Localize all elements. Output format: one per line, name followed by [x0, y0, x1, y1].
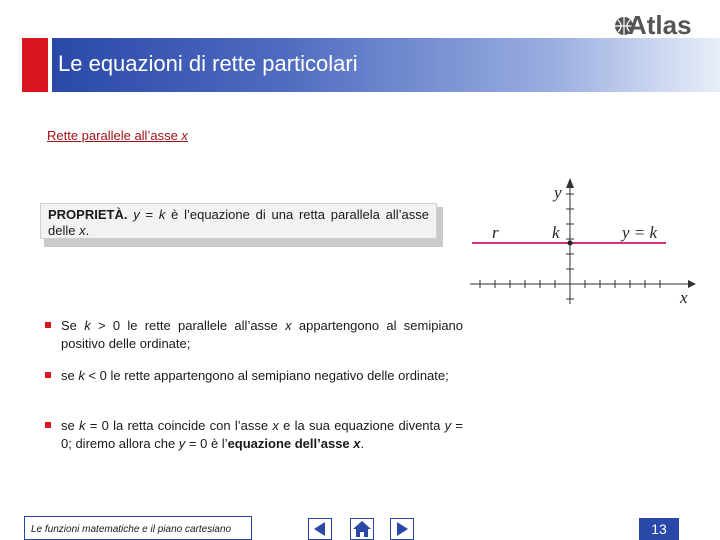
bullet-text: e la sua equazione diventa — [278, 418, 445, 433]
bullet-text: = 0 è l’ — [185, 436, 228, 451]
bullet-text: appartengono al semipiano positivo delle ordinate; — [61, 318, 464, 351]
subtitle-text: Rette parallele all’asse — [47, 128, 182, 143]
property-text: = — [139, 207, 159, 222]
property-text: è l’equazione di una retta parallela all’asse delle — [48, 207, 429, 238]
previous-slide-button[interactable] — [308, 518, 332, 540]
bullet-text: Se — [61, 318, 85, 333]
bullet-marker — [45, 372, 51, 378]
x-axis-arrow — [688, 280, 696, 288]
bullet-text: < 0 le rette appartengono al semipiano negativo delle ordinate; — [84, 368, 449, 383]
bullet-text: se — [61, 418, 79, 433]
bullet-text: . — [360, 436, 365, 451]
cartesian-graph — [466, 176, 706, 310]
y-axis-arrow — [566, 178, 574, 188]
bullet-var: k — [78, 368, 85, 383]
page-title: Le equazioni di rette particolari — [58, 51, 358, 76]
home-button[interactable] — [350, 518, 374, 540]
y-axis-label: y — [554, 183, 562, 202]
bullet-marker — [45, 422, 51, 428]
section-subtitle — [47, 128, 188, 143]
atlas-logo — [612, 4, 702, 38]
bullet-var: k — [78, 418, 86, 433]
page-number: 13 — [639, 518, 679, 540]
bullet-item — [45, 367, 463, 385]
bullet-text: = 0; diremo allora che — [61, 418, 463, 451]
property-label: PROPRIETÀ. — [48, 207, 128, 222]
property-var: y — [133, 207, 140, 222]
subtitle-var: x — [181, 128, 188, 143]
line-name-label: r — [492, 223, 499, 242]
k-label: k — [552, 223, 560, 242]
bullet-item — [45, 417, 463, 453]
bullet-text: = 0 la retta coincide con l’asse — [85, 418, 273, 433]
bullet-var: x — [272, 418, 279, 433]
property-text: . — [85, 223, 90, 238]
intercept-point — [568, 241, 573, 246]
title-red-accent — [22, 38, 48, 92]
bullet-marker — [45, 322, 51, 328]
property-var: x — [79, 223, 86, 238]
bullet-bold: equazione dell’asse — [227, 436, 354, 451]
property-var: k — [158, 207, 166, 222]
x-axis-label: x — [680, 288, 688, 307]
bullet-var: y — [178, 436, 186, 451]
bullet-var: k — [84, 318, 91, 333]
logo-text: Atlas — [628, 10, 692, 38]
property-box — [40, 203, 437, 239]
equation-label: y = k — [622, 223, 658, 242]
bullet-bold-var: x — [353, 436, 361, 451]
bullet-text: > 0 le rette parallele all’asse — [90, 318, 286, 333]
footer-chapter-label: Le funzioni matematiche e il piano cartesiano — [24, 516, 252, 540]
bullet-var: y — [444, 418, 452, 433]
next-slide-button[interactable] — [390, 518, 414, 540]
bullet-text: se — [61, 368, 79, 383]
bullet-item — [45, 317, 463, 353]
bullet-var: x — [285, 318, 292, 333]
